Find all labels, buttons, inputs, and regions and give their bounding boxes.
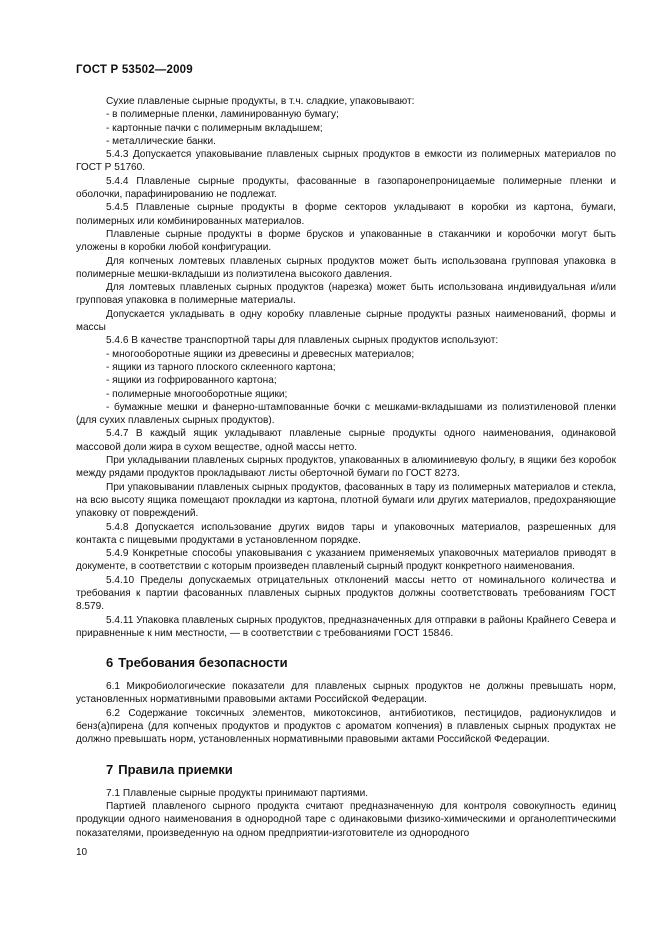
list-item: - полимерные многооборотные ящики; <box>106 388 288 400</box>
list-item: - ящики из гофрированного картона; <box>106 375 277 387</box>
section-number: 6 <box>106 655 114 671</box>
section-heading <box>106 761 616 778</box>
list-item: - картонные пачки с полимерным вкладышем; <box>106 122 323 134</box>
document-header: ГОСТ Р 53502—2009 <box>76 64 193 76</box>
paragraph: Сухие плавленые сырные продукты, в т.ч. сладкие, упаковывают: <box>106 96 415 107</box>
paragraph: Партией плавленого сырного продукта считают предназначенную для контроля совокупность единиц продукции одного наименования в однородной таре с одинаковыми физико-химическими и органолептическими показателями, произведенную на одном предприятии-изготовителе из однородного <box>76 800 616 839</box>
paragraph: 5.4.5 Плавленые сырные продукты в форме секторов укладывают в коробки из картона, бумаги, полимерных или комбинированных материалов. <box>76 202 616 227</box>
paragraph: 5.4.8 Допускается использование других видов тары и упаковочных материалов, разрешенных для контакта с пищевыми продуктами в установленном порядке. <box>76 521 616 546</box>
paragraph: - бумажные мешки и фанерно-штампованные бочки с мешками-вкладышами из полиэтиленовой пленки (для сухих плавленых сырных продуктов). <box>76 401 616 427</box>
paragraph: 6.1 Микробиологические показатели для плавленых сырных продуктов не должны превышать норм, установленных нормативными правовыми актами Российской Федерации. <box>76 681 616 706</box>
paragraph: При упаковывании плавленых сырных продуктов, фасованных в тару из полимерных материалов и стекла, на всю высоту ящика помещают прокладки из картона, плотной бумаги или других материалов, предохраняющие упаковку от повреждений. <box>76 481 616 520</box>
document-body <box>76 95 616 840</box>
paragraph: Допускается укладывать в одну коробку плавленые сырные продукты разных наименований, формы и массы <box>76 308 616 334</box>
paragraph: 7.1 Плавленые сырные продукты принимают партиями. <box>106 787 369 799</box>
paragraph: 5.4.10 Пределы допускаемых отрицательных отклонений массы нетто от номинального количества и требования к партии фасованных плавленых сырных продуктов должны соответствовать требованиям ГОСТ 8.579. <box>76 574 616 613</box>
paragraph: 5.4.4 Плавленые сырные продукты, фасованные в газопаронепроницаемые полимерные пленки и оболочки, парафинированию не подлежат. <box>76 175 616 201</box>
list-item: - многооборотные ящики из древесины и древесных материалов; <box>106 348 415 360</box>
paragraph: 5.4.3 Допускается упаковывание плавленых сырных продуктов в емкости из полимерных материалов по ГОСТ Р 51760. <box>76 149 616 174</box>
page-number: 10 <box>76 847 88 858</box>
section-heading <box>106 654 616 671</box>
list-item: - в полимерные пленки, ламинированную бумагу; <box>106 109 339 121</box>
paragraph: 5.4.11 Упаковка плавленых сырных продуктов, предназначенных для отправки в районы Крайнего Севера и приравненные к ним местности, — в соответствии с требованиями ГОСТ 15846. <box>76 614 616 639</box>
paragraph: При укладывании плавленых сырных продуктов, упакованных в алюминиевую фольгу, в ящики без коробок между рядами продуктов прокладывают листы оберточной бумаги по ГОСТ 8273. <box>76 455 616 480</box>
paragraph: Для ломтевых плавленых сырных продуктов (нарезка) может быть использована индивидуальная и/или групповая упаковка в полимерные материалы. <box>76 282 616 307</box>
section-title: Правила приемки <box>118 761 233 777</box>
paragraph: 6.2 Содержание токсичных элементов, микотоксинов, антибиотиков, пестицидов, радионуклидов и бенз(а)пирена (для копченых продуктов и продуктов с ароматом копчения) в плавленых сырных продуктах не должно превышать норм, установленных нормативными правовыми актами Российской Федерации. <box>76 707 616 746</box>
paragraph: 5.4.9 Конкретные способы упаковывания с указанием применяемых упаковочных материалов приводят в документе, в соответствии с которым произведен плавленый сырный продукт конкретного наименования. <box>76 548 616 573</box>
paragraph: 5.4.6 В качестве транспортной тары для плавленых сырных продуктов используют: <box>106 335 499 347</box>
list-item: - металлические банки. <box>106 135 216 147</box>
paragraph: Для копченых ломтевых плавленых сырных продуктов может быть использована групповая упаковка в полимерные мешки-вкладыши из полиэтилена высокого давления. <box>76 255 616 280</box>
list-item: - ящики из тарного плоского склеенного картона; <box>106 361 336 373</box>
section-title: Требования безопасности <box>118 655 288 671</box>
paragraph: 5.4.7 В каждый ящик укладывают плавленые сырные продукты одного наименования, одинаковой массовой доли жира в сухом веществе, одной массы нетто. <box>76 428 616 453</box>
paragraph: Плавленые сырные продукты в форме брусков и упакованные в стаканчики и коробочки могут быть уложены в коробки любой конфигурации. <box>76 228 616 254</box>
section-number: 7 <box>106 761 114 777</box>
